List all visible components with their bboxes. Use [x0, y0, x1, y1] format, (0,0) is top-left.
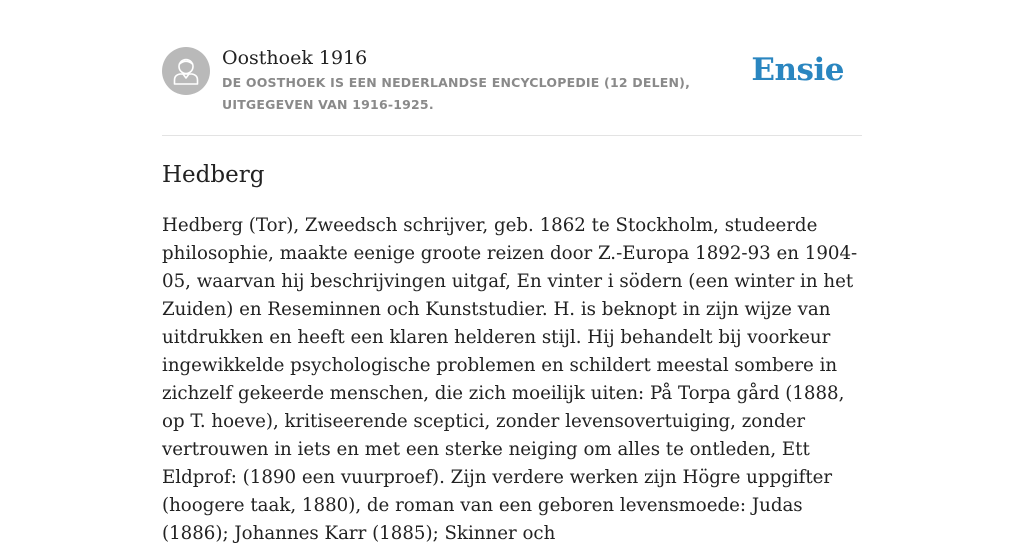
article-title: Hedberg [162, 162, 265, 188]
user-avatar-icon[interactable] [162, 47, 210, 95]
source-description: DE OOSTHOEK IS EEN NEDERLANDSE ENCYCLOPEDIE (12 DELEN), UITGEGEVEN VAN 1916-1925. [222, 75, 691, 112]
header-divider [162, 135, 862, 136]
brand-logo[interactable]: Ensie [751, 52, 844, 88]
source-header [162, 46, 862, 136]
article-body: Hedberg (Tor), Zweedsch schrijver, geb. 1862 te Stockholm, studeerde philosophie, maakte eenige groote reizen door Z.-Europa 1892-93 en 1904-05, waarvan hij beschrijvingen uitgaf, En vinter i södern (een winter in het Zuiden) en Reseminnen och Kunststudier. H. is beknopt in zijn wijze van uitdrukken en heeft een klaren helderen stijl. Hij behandelt bij voorkeur ingewikkelde psychologische problemen en schildert meestal sombere in zichzelf gekeerde menschen, die zich moeilijk uiten: På Torpa gård (1888, op T. hoeve), kritiseerende sceptici, zonder levensovertuiging, zonder vertrouwen in iets en met een sterke neiging om alles te ontleden, Ett Eldprof: (1890 een vuurproef). Zijn verdere werken zijn Högre uppgifter (hoogere taak, 1880), de roman van een geboren levensmoede: Judas (1886); Johannes Karr (1885); Skinner och [162, 215, 858, 544]
source-title[interactable]: Oosthoek 1916 [222, 47, 368, 69]
